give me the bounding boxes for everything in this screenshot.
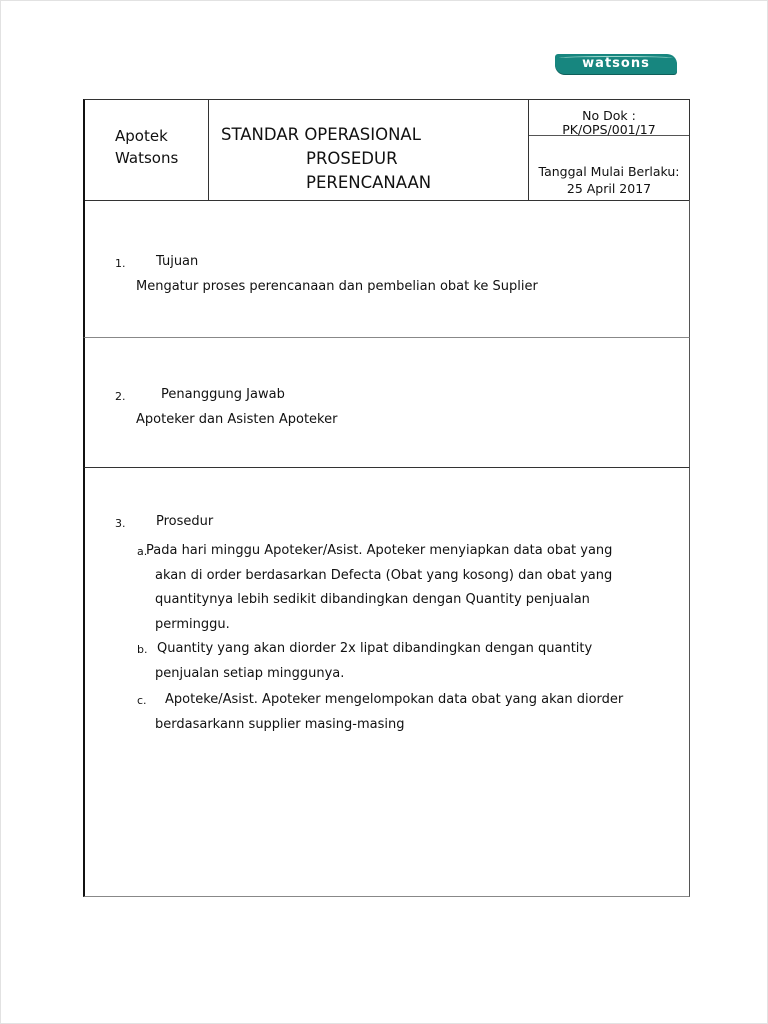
step-label: b.: [137, 643, 148, 656]
section-number: 2.: [115, 390, 126, 403]
section-tujuan: [83, 200, 690, 338]
document-title: [221, 123, 431, 195]
section-heading: Prosedur: [156, 514, 214, 529]
document-number: [529, 100, 689, 136]
step-text-line: akan di order berdasarkan Defecta (Obat yang kosong) dan obat yang: [155, 567, 613, 583]
document-header-table: [83, 99, 690, 201]
step-text-line: quantitynya lebih sedikit dibandingkan dengan Quantity penjualan: [155, 592, 590, 607]
no-dok-label: No Dok :: [582, 108, 636, 123]
title-cell: [209, 100, 529, 200]
section-body: Apoteker dan Asisten Apoteker: [136, 412, 338, 427]
watsons-logo: [555, 54, 677, 74]
title-line-2: PROSEDUR: [306, 149, 398, 168]
section-prosedur: [83, 468, 690, 897]
step-text-line: Pada hari minggu Apoteker/Asist. Apoteker menyiapkan data obat yang: [146, 543, 613, 558]
title-line-1: STANDAR OPERASIONAL: [221, 125, 421, 144]
step-text-line: Apoteke/Asist. Apoteker mengelompokan data obat yang akan diorder: [165, 692, 624, 707]
title-line-3: PERENCANAAN: [306, 173, 432, 192]
company-cell: [85, 100, 209, 200]
document-info-cell: [529, 100, 689, 200]
section-penanggung-jawab: [83, 338, 690, 468]
section-body: Mengatur proses perencanaan dan pembelian obat ke Suplier: [136, 279, 538, 294]
step-text-line: penjualan setiap minggunya.: [155, 665, 345, 681]
step-label: a.: [137, 545, 148, 558]
effective-date: Tanggal Mulai Berlaku: 25 April 2017: [538, 164, 680, 196]
procedure-step-a: [137, 539, 657, 637]
section-number: 3.: [115, 517, 126, 530]
procedure-step-b: [137, 637, 657, 686]
step-label: c.: [137, 694, 147, 707]
section-number: 1.: [115, 257, 126, 270]
step-text-line: Quantity yang akan diorder 2x lipat dibandingkan dengan quantity: [157, 641, 593, 656]
logo-text: watsons: [582, 56, 650, 71]
company-name: Apotek Watsons: [115, 127, 179, 167]
step-text-line: berdasarkann supplier masing-masing: [155, 716, 405, 732]
section-heading: Tujuan: [156, 254, 199, 269]
section-heading: Penanggung Jawab: [161, 387, 285, 402]
no-dok-value: PK/OPS/001/17: [562, 122, 656, 137]
procedure-step-c: [137, 688, 657, 737]
procedure-steps: [137, 539, 657, 737]
step-text-line: perminggu.: [155, 616, 230, 632]
